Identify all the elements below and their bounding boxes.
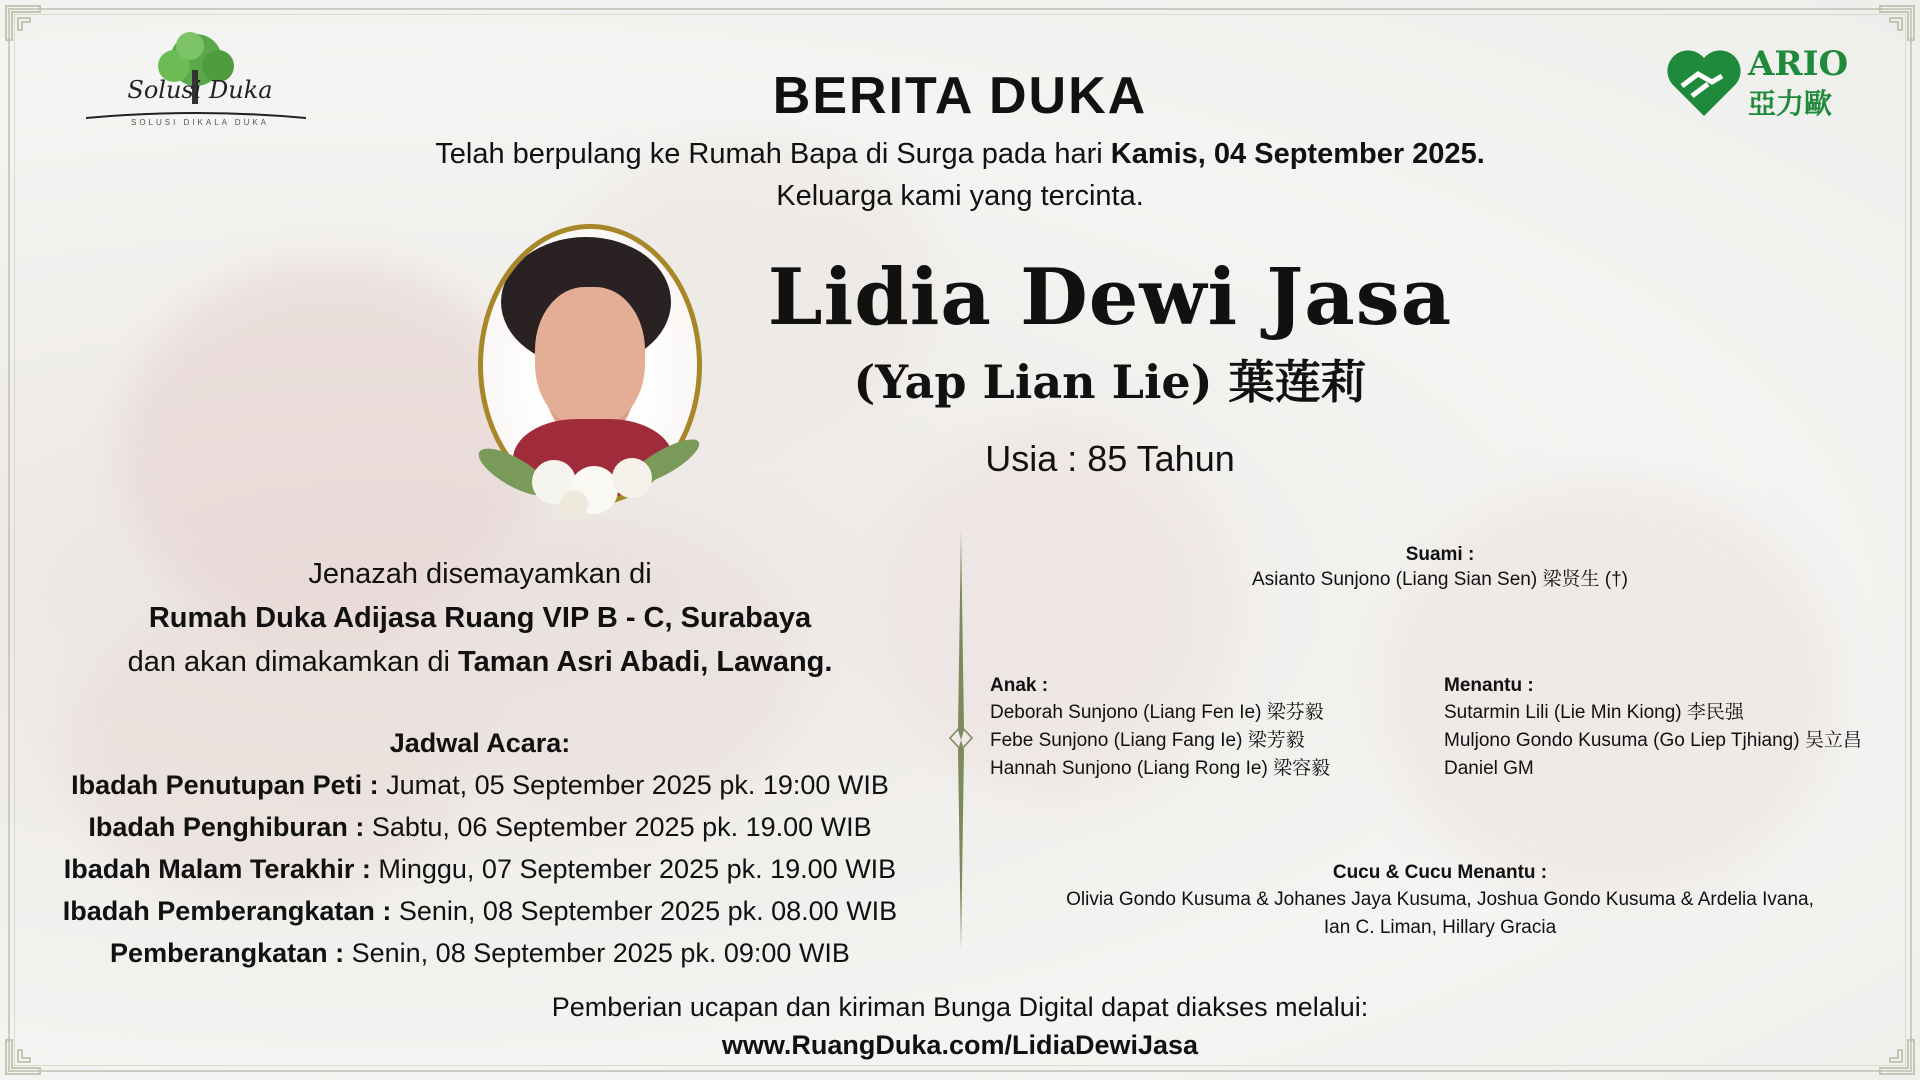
inlaw-name: Daniel GM [1444,758,1534,779]
ario-logo [1664,44,1854,120]
ario-chinese: 亞力歐 [1748,88,1833,119]
heart-handshake-icon [1664,44,1744,120]
child-name: Febe Sunjono (Liang Fang Ie) 梁芳毅 [990,730,1305,751]
logo-script-text: Solusi Duka [127,76,273,104]
corner-ornament-icon [2,1032,48,1078]
corner-ornament-icon [2,2,48,48]
schedule-label: Ibadah Malam Terakhir : [63,854,371,884]
schedule-value: Minggu, 07 September 2025 pk. 19.00 WIB [370,854,897,884]
deceased-name: Lidia Dewi Jasa [767,252,1453,343]
schedule-row [20,890,940,932]
funeral-line-1: Jenazah disemayamkan di [308,558,652,590]
inlaws-heading: Menantu : [1444,675,1534,696]
spouse-section [1140,544,1740,594]
funeral-home: Rumah Duka Adijasa Ruang VIP B - C, Surabaya [148,602,812,634]
schedule-heading: Jadwal Acara: [389,728,571,758]
ario-latin: ARIO [1748,44,1849,84]
inlaws-section [1444,673,1862,783]
schedule-row [20,932,940,974]
spouse-name: Asianto Sunjono (Liang Sian Sen) 梁贤生 (†) [1252,569,1628,590]
announcement-text: Telah berpulang ke Rumah Bapa di Surga pada hari [435,138,1111,170]
schedule-label: Pemberangkatan : [110,938,345,968]
schedule-value: Sabtu, 06 September 2025 pk. 19.00 WIB [364,812,872,842]
family-line: Keluarga kami yang tercinta. [776,180,1144,212]
children-section [990,673,1330,783]
lily-flowers-icon [454,412,724,522]
announcement-date: Kamis, 04 September 2025. [1110,138,1485,170]
portrait-face [535,287,645,427]
inlaw-name: Muljono Gondo Kusuma (Go Liep Tjhiang) 吴立昌 [1444,730,1862,751]
footer-text: Pemberian ucapan dan kiriman Bunga Digital dapat diakses melalui: [551,992,1369,1022]
schedule-value: Senin, 08 September 2025 pk. 09:00 WIB [344,938,850,968]
deceased-age: Usia : 85 Tahun [985,438,1235,479]
memorial-url-link[interactable]: www.RuangDuka.com/LidiaDewiJasa [721,1030,1199,1060]
child-name: Hannah Sunjono (Liang Rong Ie) 梁容毅 [990,758,1331,779]
children-heading: Anak : [990,675,1049,696]
schedule-label: Ibadah Pemberangkatan : [62,896,392,926]
deceased-alt-name: (Yap Lian Lie) 葉莲莉 [853,355,1367,409]
schedule-value: Senin, 08 September 2025 pk. 08.00 WIB [391,896,898,926]
spouse-heading: Suami : [1405,544,1475,565]
funeral-info [40,552,920,684]
schedule-label: Ibadah Penutupan Peti : [71,770,379,800]
burial-place: Taman Asri Abadi, Lawang. [458,646,833,678]
portrait [474,222,704,522]
schedule-row [20,848,940,890]
logo-tagline: SOLUSI DIKALA DUKA [130,118,270,127]
grandchildren-section [1000,860,1880,942]
burial-prefix: dan akan dimakamkan di [127,646,459,678]
child-name: Deborah Sunjono (Liang Fen Ie) 梁芬毅 [990,702,1324,723]
announcement-line [300,138,1620,171]
corner-ornament-icon [1872,1032,1918,1078]
page-title: BERITA DUKA [772,67,1148,125]
corner-ornament-icon [1872,2,1918,48]
schedule-value: Jumat, 05 September 2025 pk. 19:00 WIB [378,770,889,800]
grandchildren-line: Olivia Gondo Kusuma & Johanes Jaya Kusuma, Joshua Gondo Kusuma & Ardelia Ivana, [1066,889,1814,910]
schedule-section [20,722,940,974]
grandchildren-line: Ian C. Liman, Hillary Gracia [1323,917,1557,938]
schedule-label: Ibadah Penghiburan : [88,812,365,842]
schedule-row [20,764,940,806]
inlaw-name: Sutarmin Lili (Lie Min Kiong) 李民强 [1444,702,1744,723]
funeral-line-3 [40,640,920,684]
grandchildren-heading: Cucu & Cucu Menantu : [1332,862,1548,883]
solusi-duka-logo [86,20,306,135]
vertical-divider [946,530,976,950]
schedule-row [20,806,940,848]
